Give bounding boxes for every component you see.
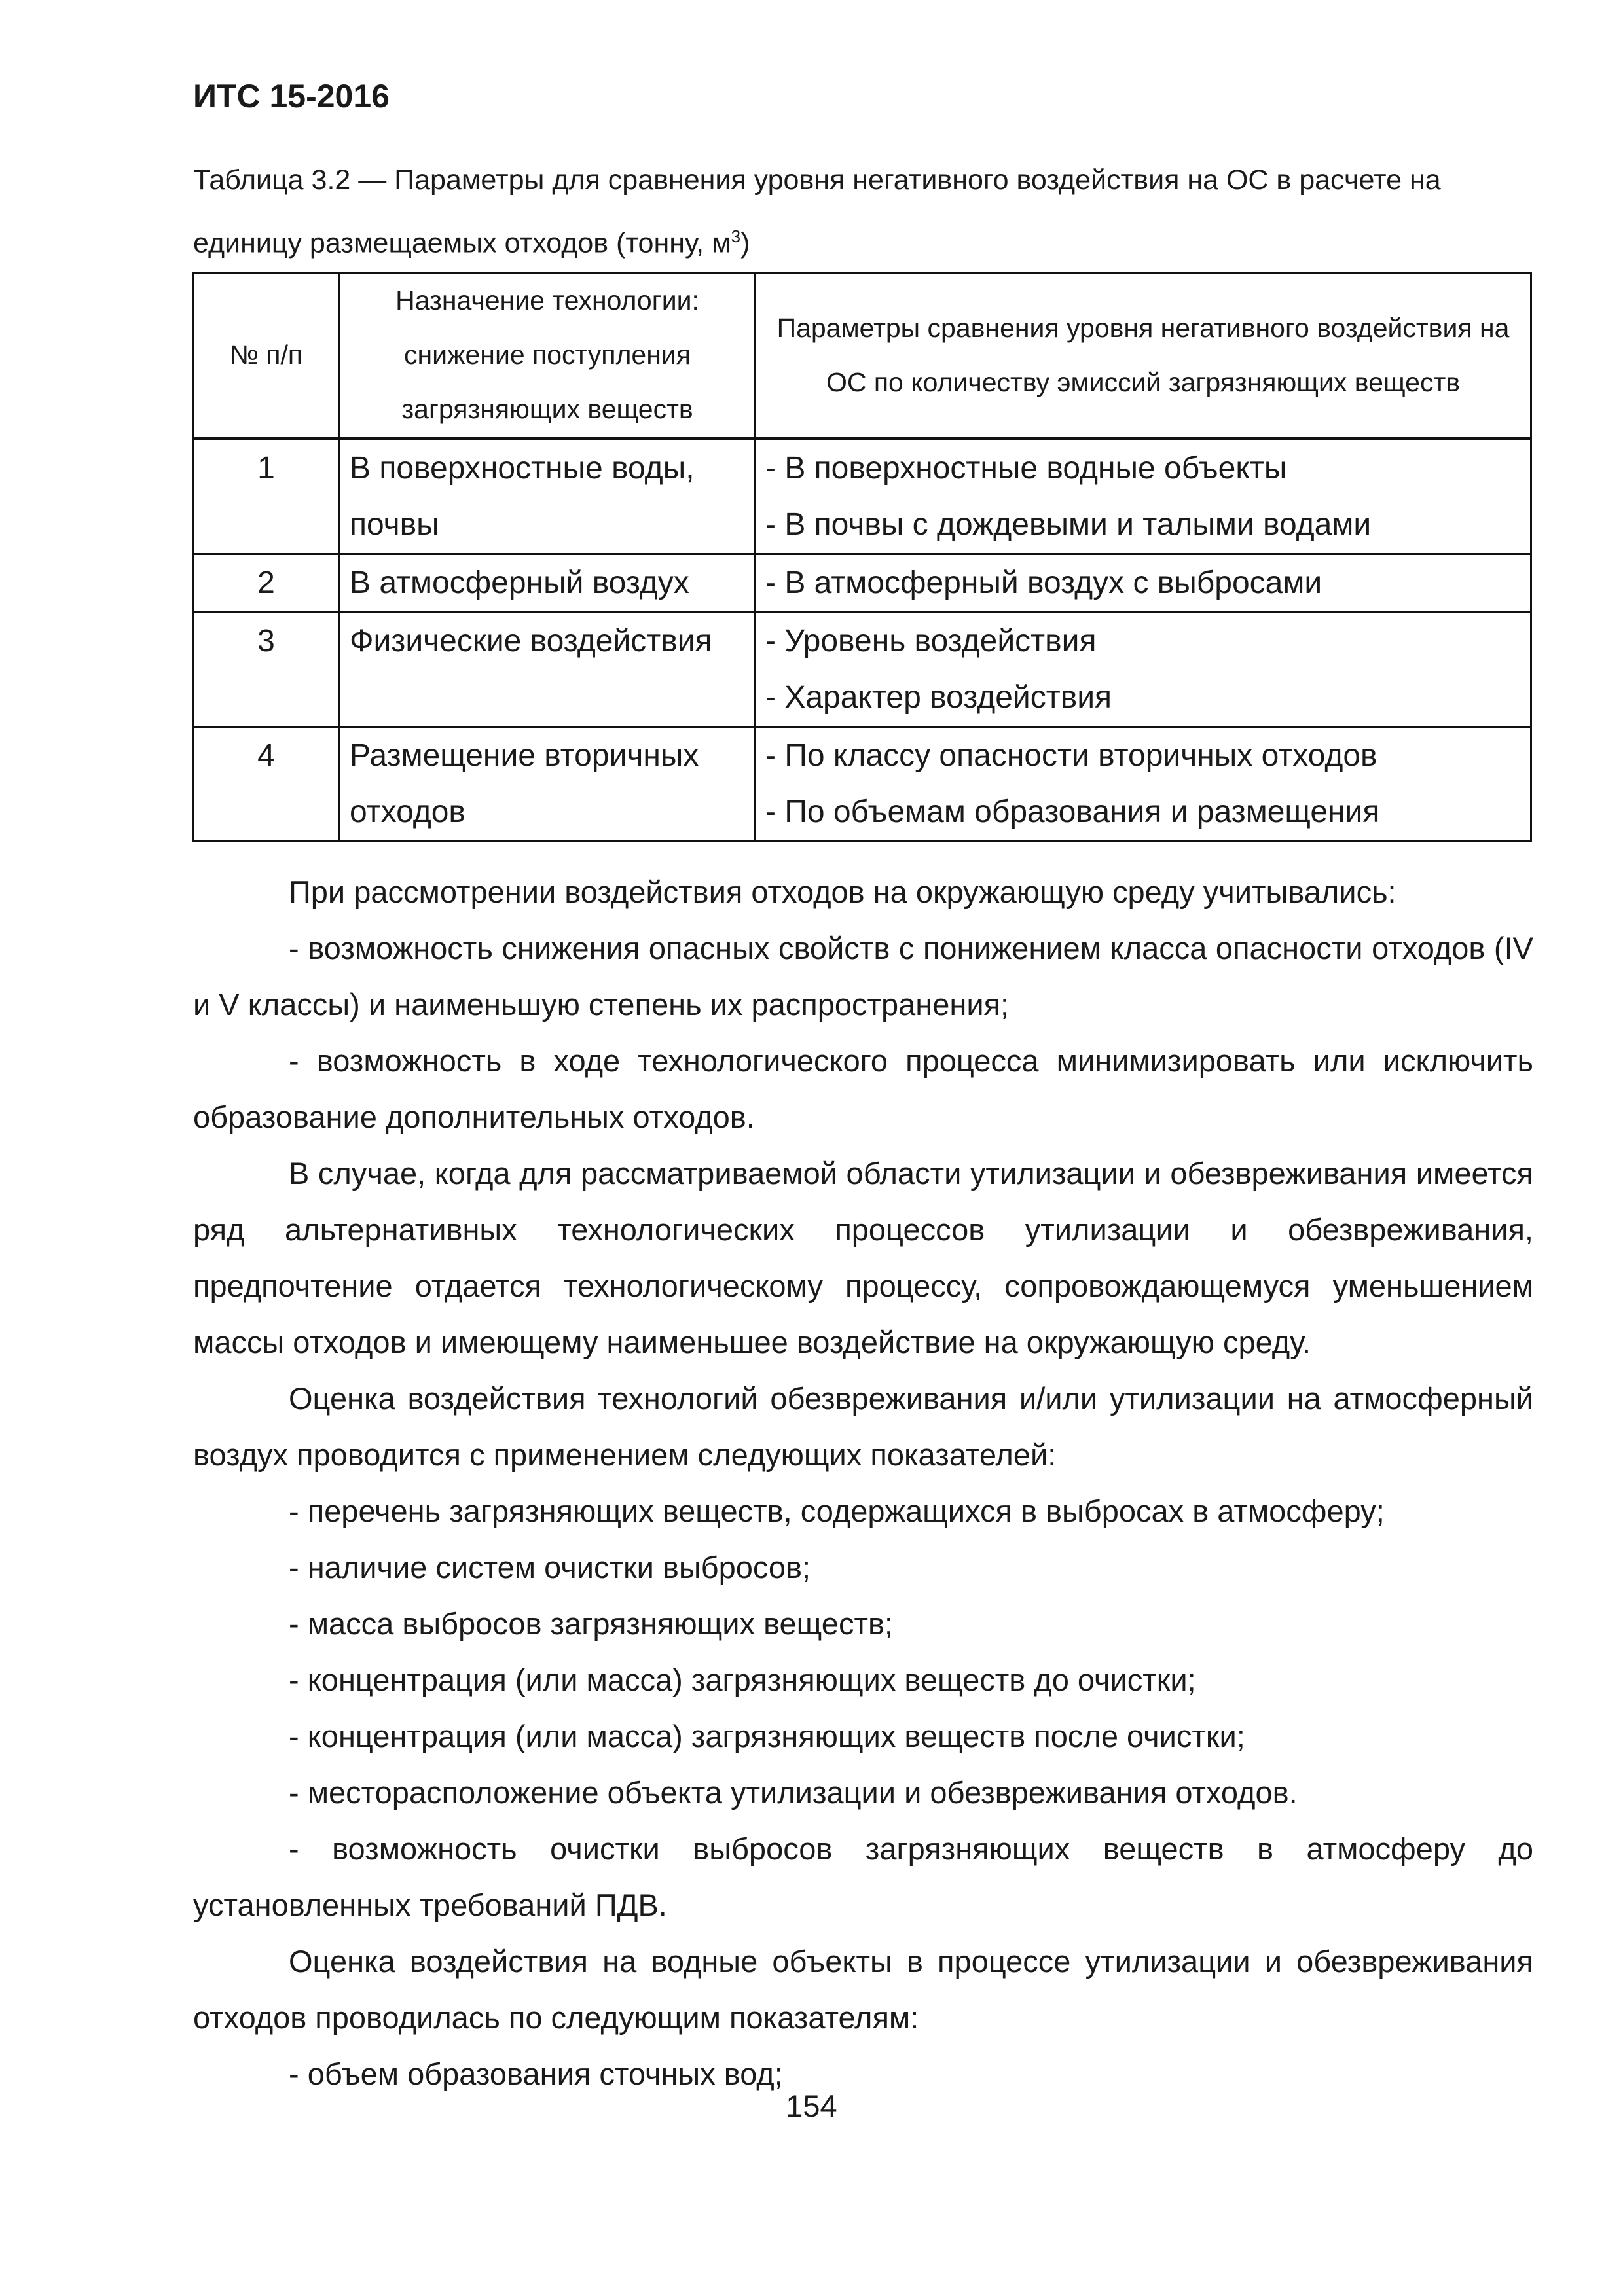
paragraph: - наличие систем очистки выбросов;	[289, 1550, 811, 1585]
body-text	[193, 864, 1533, 2102]
cell-params	[756, 727, 1531, 842]
table-caption	[193, 152, 1555, 271]
cell-line: - Уровень воздействия	[765, 624, 1097, 658]
paragraph: При рассмотрении воздействия отходов на окружающую среду учитывались:	[289, 874, 1396, 909]
cell-params	[756, 613, 1531, 727]
paragraph: - месторасположение объекта утилизации и обезвреживания отходов.	[289, 1775, 1298, 1810]
cell-line: Размещение вторичных	[350, 738, 699, 773]
cell-line: отходов	[350, 795, 465, 829]
paragraph: Оценка воздействия на водные объекты в процессе утилизации и обезвреживания отходов проводилась по следующим показателям:	[193, 1944, 1533, 2035]
cell-line: В поверхностные воды,	[350, 451, 695, 486]
paragraph: Оценка воздействия технологий обезвреживания и/или утилизации на атмосферный воздух проводится с применением следующих показателей:	[193, 1381, 1533, 1472]
paragraph: - концентрация (или масса) загрязняющих веществ до очистки;	[289, 1662, 1196, 1697]
cell-line: Физические воздействия	[350, 624, 712, 658]
cell-purpose	[340, 613, 756, 727]
document-header: ИТС 15-2016	[193, 78, 390, 115]
cell-line: - В атмосферный воздух с выбросами	[765, 565, 1322, 600]
cell-line: - По объемам образования и размещения	[765, 795, 1380, 829]
paragraph: - концентрация (или масса) загрязняющих веществ после очистки;	[289, 1719, 1245, 1753]
cell-num: 4	[193, 727, 340, 842]
caption-superscript: 3	[731, 226, 741, 246]
page-number: 154	[786, 2089, 837, 2123]
paragraph: - перечень загрязняющих веществ, содержащихся в выбросах в атмосферу;	[289, 1494, 1385, 1528]
header-num: № п/п	[193, 273, 340, 439]
cell-line: - В почвы с дождевыми и талыми водами	[765, 507, 1372, 542]
parameters-table	[192, 272, 1532, 842]
cell-params	[756, 554, 1531, 613]
table-row	[193, 439, 1531, 554]
paragraph: - возможность в ходе технологического процесса минимизировать или исключить образование дополнительных отходов.	[193, 1043, 1533, 1134]
cell-num: 3	[193, 613, 340, 727]
caption-text: Таблица 3.2 — Параметры для сравнения уровня негативного воздействия на ОС в расчете на единицу размещаемых отходов (тонну, м	[193, 164, 1441, 259]
paragraph: - объем образования сточных вод;	[289, 2056, 783, 2091]
cell-purpose	[340, 439, 756, 554]
table-row	[193, 727, 1531, 842]
cell-line: В атмосферный воздух	[350, 565, 689, 600]
cell-line: - В поверхностные водные объекты	[765, 451, 1287, 486]
table-row	[193, 613, 1531, 727]
paragraph: В случае, когда для рассматриваемой области утилизации и обезвреживания имеется ряд альтернативных технологических процессов утилизации и обезвреживания, предпочтение отдается технологическому процессу, сопровождающемуся уменьшением массы отходов и имеющему наименьшее воздействие на окружающую среду.	[193, 1156, 1533, 1359]
paragraph: - возможность снижения опасных свойств с понижением класса опасности отходов (IV и V классы) и наименьшую степень их распространения;	[193, 931, 1533, 1022]
table-header-row	[193, 273, 1531, 439]
header-params: Параметры сравнения уровня негативного воздействия на ОС по количеству эмиссий загрязняющих веществ	[756, 273, 1531, 439]
cell-num: 1	[193, 439, 340, 554]
table-row	[193, 554, 1531, 613]
header-purpose: Назначение технологии: снижение поступления загрязняющих веществ	[340, 273, 756, 439]
cell-line: - Характер воздействия	[765, 680, 1112, 715]
cell-line: почвы	[350, 507, 439, 542]
paragraph: - возможность очистки выбросов загрязняющих веществ в атмосферу до установленных требований ПДВ.	[193, 1831, 1533, 1922]
cell-purpose	[340, 727, 756, 842]
cell-params	[756, 439, 1531, 554]
cell-purpose	[340, 554, 756, 613]
cell-num: 2	[193, 554, 340, 613]
paragraph: - масса выбросов загрязняющих веществ;	[289, 1606, 893, 1641]
caption-close: )	[740, 227, 750, 259]
cell-line: - По классу опасности вторичных отходов	[765, 738, 1377, 773]
